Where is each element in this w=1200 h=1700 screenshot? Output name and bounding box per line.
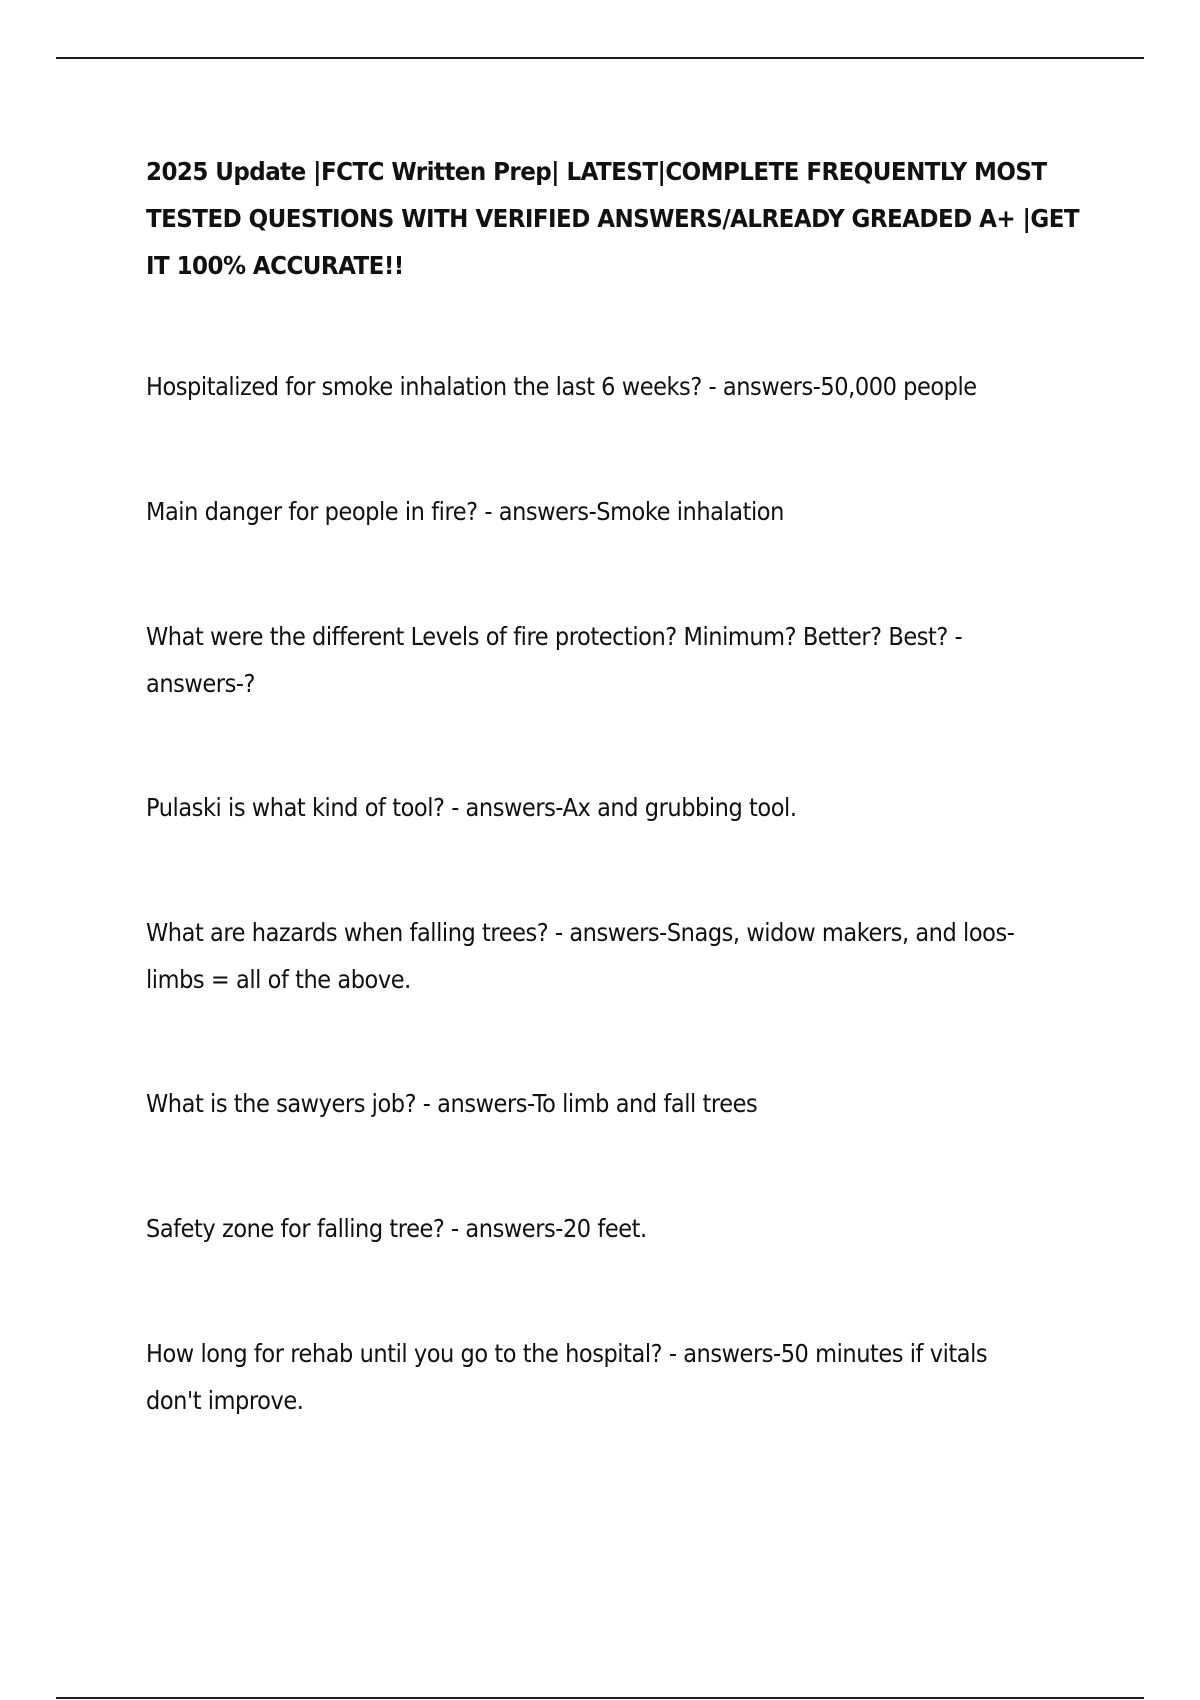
qa-item: What are hazards when falling trees? - answers-Snags, widow makers, and loos- limbs = all of the above. — [146, 918, 1015, 994]
document-title: 2025 Update |FCTC Written Prep| LATEST|COMPLETE FREQUENTLY MOST TESTED QUESTIONS WITH VERIFIED ANSWERS/ALREADY GREADED A+ |GET IT 100% ACCURATE!! — [146, 157, 1079, 280]
qa-item: What is the sawyers job? - answers-To limb and fall trees — [146, 1089, 758, 1118]
qa-item: Main danger for people in fire? - answers-Smoke inhalation — [146, 497, 784, 526]
qa-item: What were the different Levels of fire protection? Minimum? Better? Best? - answers-? — [146, 622, 963, 698]
qa-item: Hospitalized for smoke inhalation the last 6 weeks? - answers-50,000 people — [146, 372, 977, 401]
document-body — [146, 148, 1086, 1415]
qa-item: Pulaski is what kind of tool? - answers-Ax and grubbing tool. — [146, 793, 797, 822]
qa-item: Safety zone for falling tree? - answers-20 feet. — [146, 1214, 647, 1243]
qa-item: How long for rehab until you go to the hospital? - answers-50 minutes if vitals don't improve. — [146, 1339, 988, 1415]
bottom-rule — [56, 1697, 1144, 1699]
top-rule — [56, 57, 1144, 59]
